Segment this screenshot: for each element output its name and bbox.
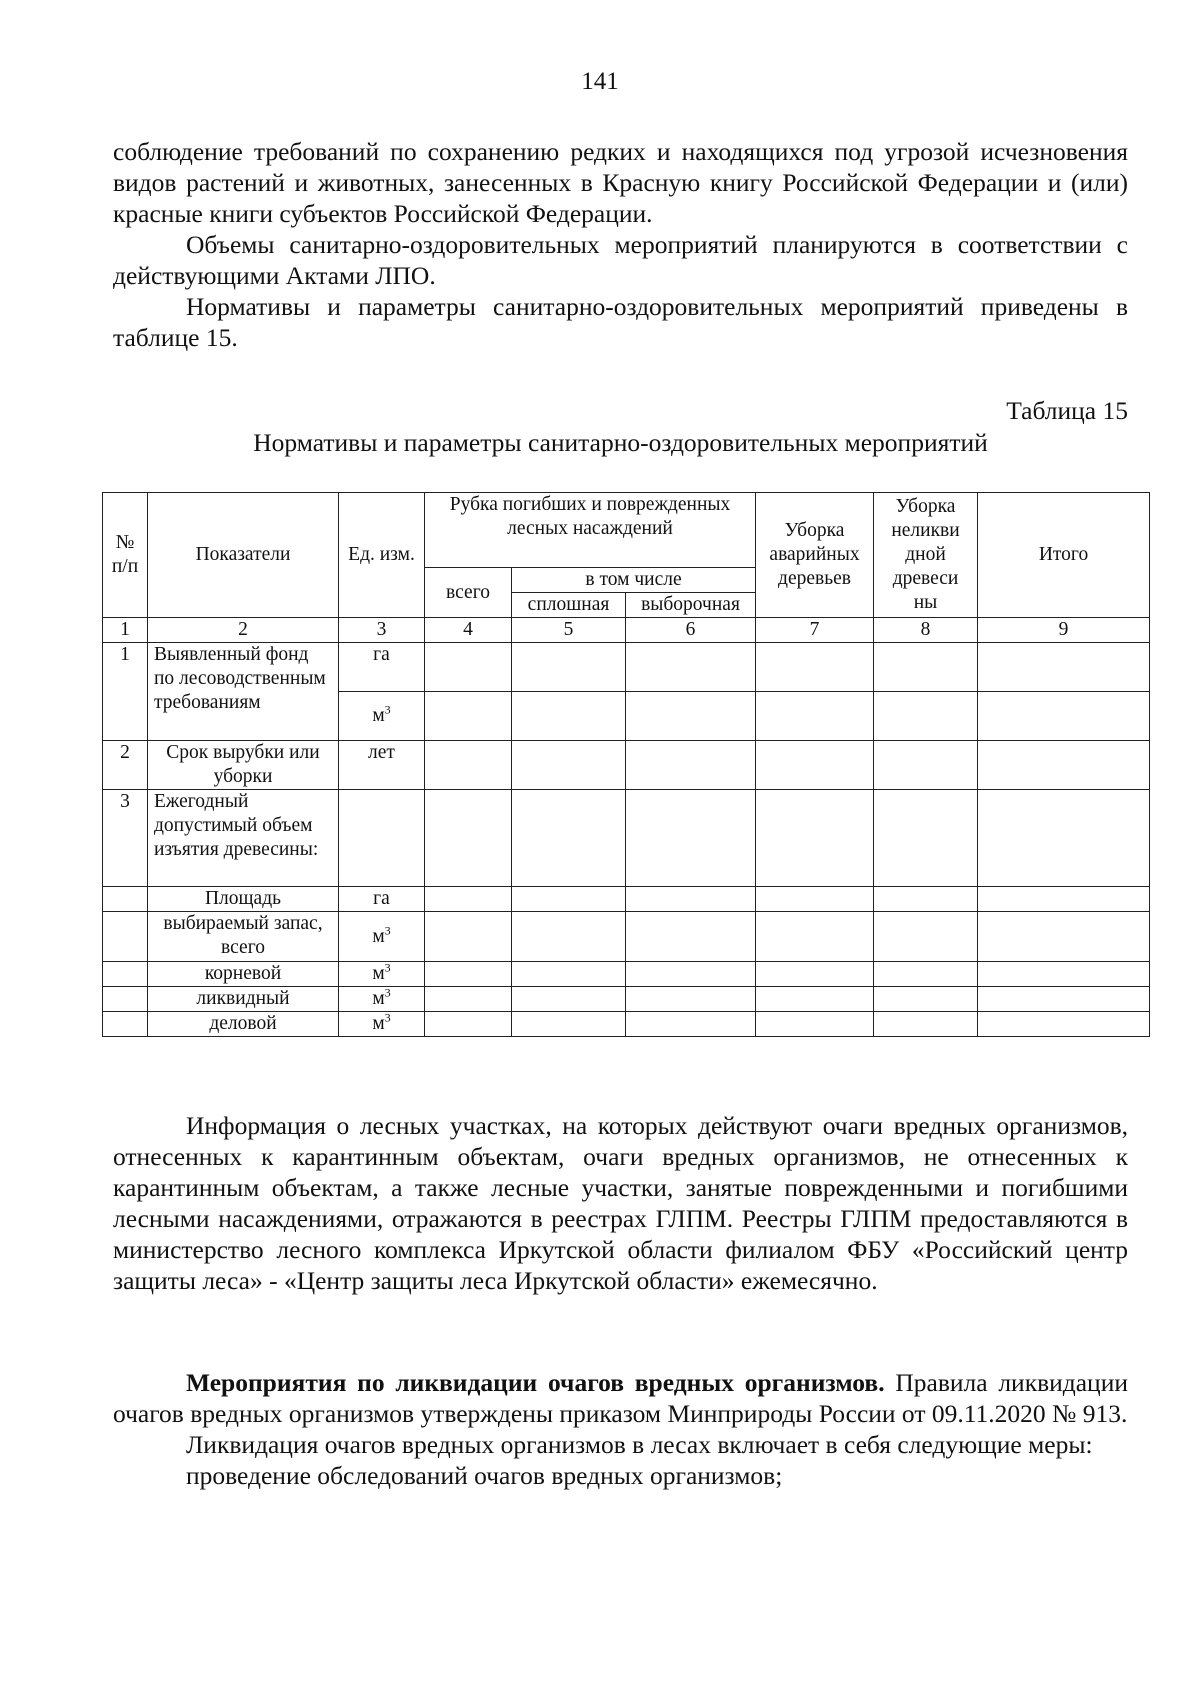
intro-paragraph-2: Объемы санитарно-оздоровительных мероприятий планируются в соответствии с действующими Актами ЛПО.	[113, 230, 1128, 290]
row-name: деловой	[148, 1012, 339, 1037]
row-name: выбираемый запас, всего	[148, 912, 339, 962]
col-number: 5	[512, 618, 626, 643]
row-num: 3	[103, 790, 148, 887]
intro-paragraph-1: соблюдение требований по сохранению редких и находящихся под угрозой исчезновения видов растений и животных, занесенных в Красную книгу Российской Федерации и (или) красные книги субъектов Российской Федерации.	[113, 137, 1128, 228]
page-number: 141	[581, 68, 619, 95]
row-name: ликвидный	[148, 987, 339, 1012]
measures-heading-paragraph: Мероприятия по ликвидации очагов вредных организмов. Правила ликвидации очагов вредных организмов утверждены приказом Минприроды России от 09.11.2020 № 913.	[113, 1368, 1128, 1428]
row-name: Ежегодный допустимый объем изъятия древесины:	[148, 790, 339, 887]
header-felling: Рубка погибших и поврежденных лесных насаждений	[425, 493, 756, 568]
header-illiquid: Уборка неликви дной древеси ны	[874, 493, 978, 618]
row-num: 2	[103, 741, 148, 790]
header-clear: сплошная	[512, 593, 626, 618]
measures-paragraph-2: Ликвидация очагов вредных организмов в лесах включает в себя следующие меры:	[186, 1430, 1093, 1459]
row-unit: $м^3$	[339, 692, 425, 741]
row-unit: $м^3$	[339, 912, 425, 962]
row-num: 1	[103, 643, 148, 741]
row-name: Выявленный фонд по лесоводственным требованиям	[148, 643, 339, 741]
intro-paragraph-3: Нормативы и параметры санитарно-оздоровительных мероприятий приведены в таблице 15.	[113, 292, 1128, 352]
row-unit: $м^3$	[339, 987, 425, 1012]
col-number: 6	[626, 618, 756, 643]
header-indicators: Показатели	[148, 493, 339, 618]
col-number: 3	[339, 618, 425, 643]
info-text	[113, 1110, 1128, 1296]
col-number: 9	[978, 618, 1150, 643]
col-number: 2	[148, 618, 339, 643]
header-num: № п/п	[103, 493, 148, 618]
table-label: Таблица 15	[1006, 396, 1128, 425]
row-name: Площадь	[148, 887, 339, 912]
row-unit: $м^3$	[339, 1012, 425, 1037]
row-unit: га	[339, 887, 425, 912]
row-unit: га	[339, 643, 425, 692]
header-sum: Итого	[978, 493, 1150, 618]
measures-heading: Мероприятия по ликвидации очагов вредных организмов.	[186, 1368, 885, 1397]
col-number: 8	[874, 618, 978, 643]
intro-text	[113, 136, 1128, 353]
info-paragraph: Информация о лесных участках, на которых действуют очаги вредных организмов, отнесенных к карантинным объектам, очаги вредных организмов, не отнесенных к карантинным объектам, а также лесные участки, занятые поврежденными и погибшими лесными насаждениями, отражаются в реестрах ГЛПМ. Реестры ГЛПМ предоставляются в министерство лесного комплекса Иркутской области филиалом ФБУ «Российский центр защиты леса» - «Центр защиты леса Иркутской области» ежемесячно.	[113, 1111, 1128, 1295]
col-number: 4	[425, 618, 512, 643]
sanitary-measures-table	[102, 492, 1150, 1037]
table-title: Нормативы и параметры санитарно-оздоровительных мероприятий	[253, 428, 988, 457]
header-unit: Ед. изм.	[339, 493, 425, 618]
header-total: всего	[425, 568, 512, 618]
col-number: 7	[756, 618, 874, 643]
row-unit: $м^3$	[339, 962, 425, 987]
header-selective: выборочная	[626, 593, 756, 618]
measures-paragraph-3: проведение обследований очагов вредных организмов;	[186, 1461, 783, 1490]
row-name: Срок вырубки или уборки	[148, 741, 339, 790]
row-unit: лет	[339, 741, 425, 790]
header-emergency: Уборка аварийных деревьев	[756, 493, 874, 618]
col-number: 1	[103, 618, 148, 643]
measures-text	[113, 1367, 1128, 1491]
header-including: в том числе	[512, 568, 756, 593]
row-name: корневой	[148, 962, 339, 987]
